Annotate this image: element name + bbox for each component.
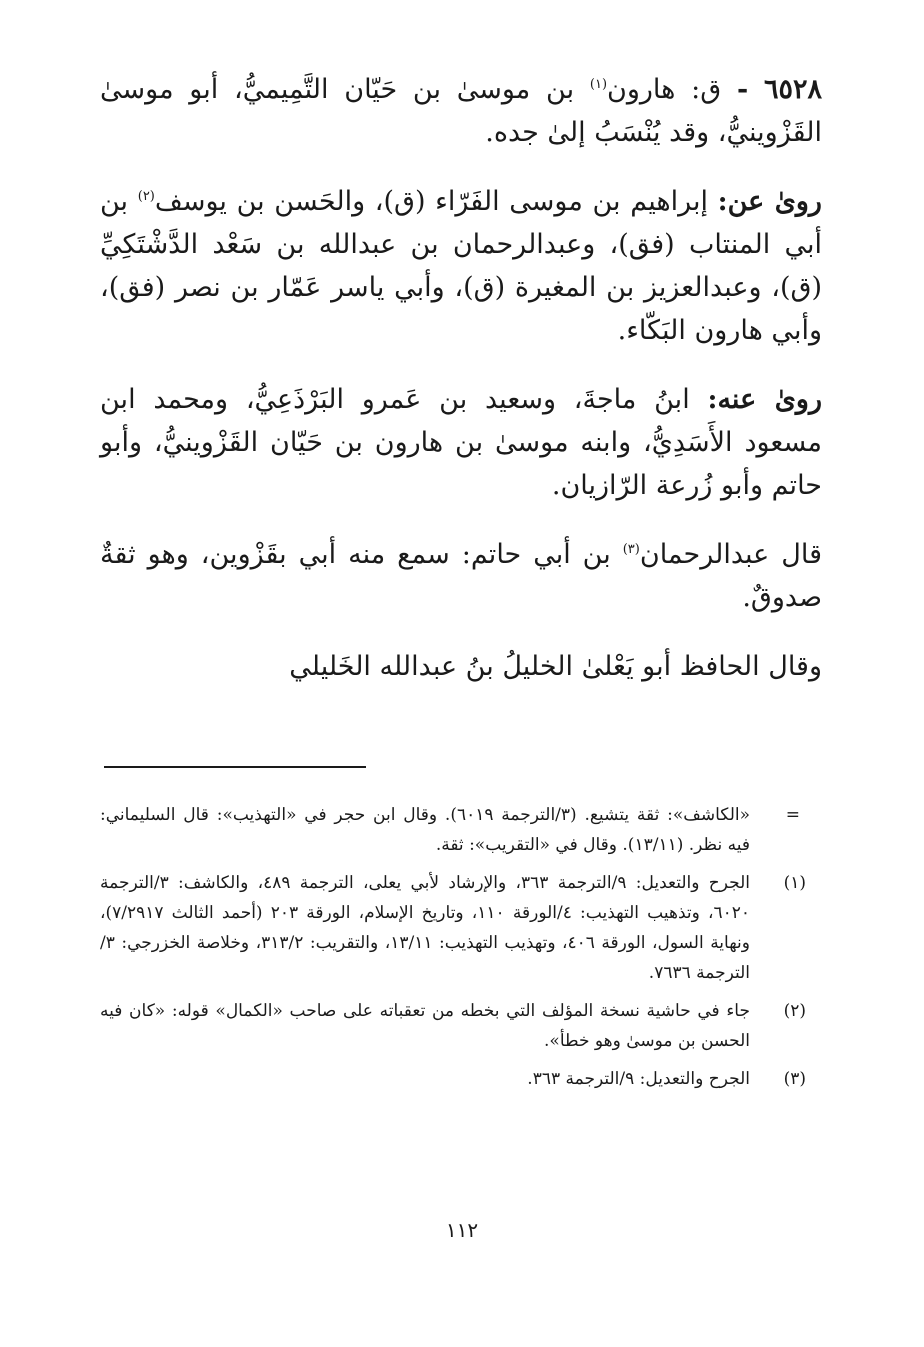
- footnotes: [100, 800, 822, 1102]
- entry-number: ٦٥٢٨: [763, 74, 822, 105]
- continuation-marker: =: [785, 805, 800, 825]
- footnote-divider: [104, 766, 366, 768]
- footnote-1-number: (١): [783, 873, 806, 893]
- riwaya-anhu-text: ابنُ ماجةَ، وسعيد بن عَمرو البَرْذَعِيُّ، ومحمد ابن مسعود الأَسَدِيُّ، وابنه موسىٰ بن هارون بن حَيّان القَزْوينيُّ، وأبو حاتم وأبو زُرعة الرّازيان.: [100, 384, 822, 501]
- qawl1-text2: بن أبي حاتم: سمع منه أبي بقَزْوين، وهو ثقةٌ صدوقٌ.: [100, 539, 822, 613]
- page-number: ١١٢: [445, 1218, 479, 1242]
- entry-paragraph: [100, 68, 822, 154]
- entry-name: هارون: [607, 74, 676, 105]
- footnote-ref-3: (٣): [622, 542, 640, 557]
- qawl1-text1: قال عبدالرحمان: [639, 539, 822, 570]
- entry-separator: -: [736, 74, 749, 105]
- continuation-text: «الكاشف»: ثقة يتشيع. (٣/الترجمة ٦٠١٩). وقال ابن حجر في «التهذيب»: قال السليماني: فيه نظر. (١٣/١١). وقال في «التقريب»: ثقة.: [100, 805, 750, 855]
- riwaya-an-paragraph: [100, 180, 822, 352]
- footnote-ref-1: (١): [589, 77, 608, 92]
- qawl1-paragraph: [100, 533, 822, 619]
- entry-code: ق:: [691, 74, 722, 105]
- riwaya-anhu-heading: روىٰ عنه:: [707, 384, 822, 415]
- footnote-ref-2: (٢): [137, 189, 155, 204]
- qawl2-paragraph: [100, 645, 822, 688]
- footnote-2-text: جاء في حاشية نسخة المؤلف التي بخطه من تعقباته على صاحب «الكمال» قوله: «كان فيه الحسن بن موسىٰ وهو خطأ».: [100, 1001, 751, 1051]
- footnote-3-text: الجرح والتعديل: ٩/الترجمة ٣٦٣.: [527, 1069, 750, 1089]
- footnote-1: [100, 868, 822, 988]
- footnote-3-number: (٣): [783, 1069, 806, 1089]
- riwaya-an-heading: روىٰ عن:: [717, 186, 822, 217]
- riwaya-an-text2: بن أبي المنتاب (فق)، وعبدالرحمان بن عبدالله بن سَعْد الدَّشْتَكِيِّ (ق)، وعبدالعزيز بن المغيرة (ق)، وأبي ياسر عَمّار بن نصر (فق)، وأبي هارون البَكّاء.: [100, 186, 822, 346]
- riwaya-an-text1: إبراهيم بن موسى الفَرّاء (ق)، والحَسن بن يوسف: [154, 186, 708, 217]
- entry-rest: بن موسىٰ بن حَيّان التَّمِيميُّ، أبو موسىٰ القَزْوينيُّ، وقد يُنْسَبُ إلىٰ جده.: [100, 74, 822, 148]
- footnote-2-number: (٢): [783, 1001, 806, 1021]
- riwaya-anhu-paragraph: [100, 378, 822, 507]
- footnote-2: [100, 996, 822, 1056]
- qawl2-text: وقال الحافظ أبو يَعْلىٰ الخليلُ بنُ عبدالله الخَليلي: [289, 651, 822, 682]
- footnote-3: [100, 1064, 822, 1094]
- footnote-1-text: الجرح والتعديل: ٩/الترجمة ٣٦٣، والإرشاد لأبي يعلى، الترجمة ٤٨٩، والكاشف: ٣/الترجمة ٦٠٢٠، وتذهيب التهذيب: ٤/الورقة ١١٠، وتاريخ الإسلام، الورقة ٢٠٣ (أحمد الثالث ٧/٢٩١٧)، ونهاية السول، الورقة ٤٠٦، وتهذيب التهذيب: ١٣/١١، والتقريب: ٣١٣/٢، وخلاصة الخزرجي: ٣/الترجمة ٧٦٣٦.: [100, 873, 751, 983]
- main-text: [100, 68, 822, 688]
- footnote-continuation: [100, 800, 822, 860]
